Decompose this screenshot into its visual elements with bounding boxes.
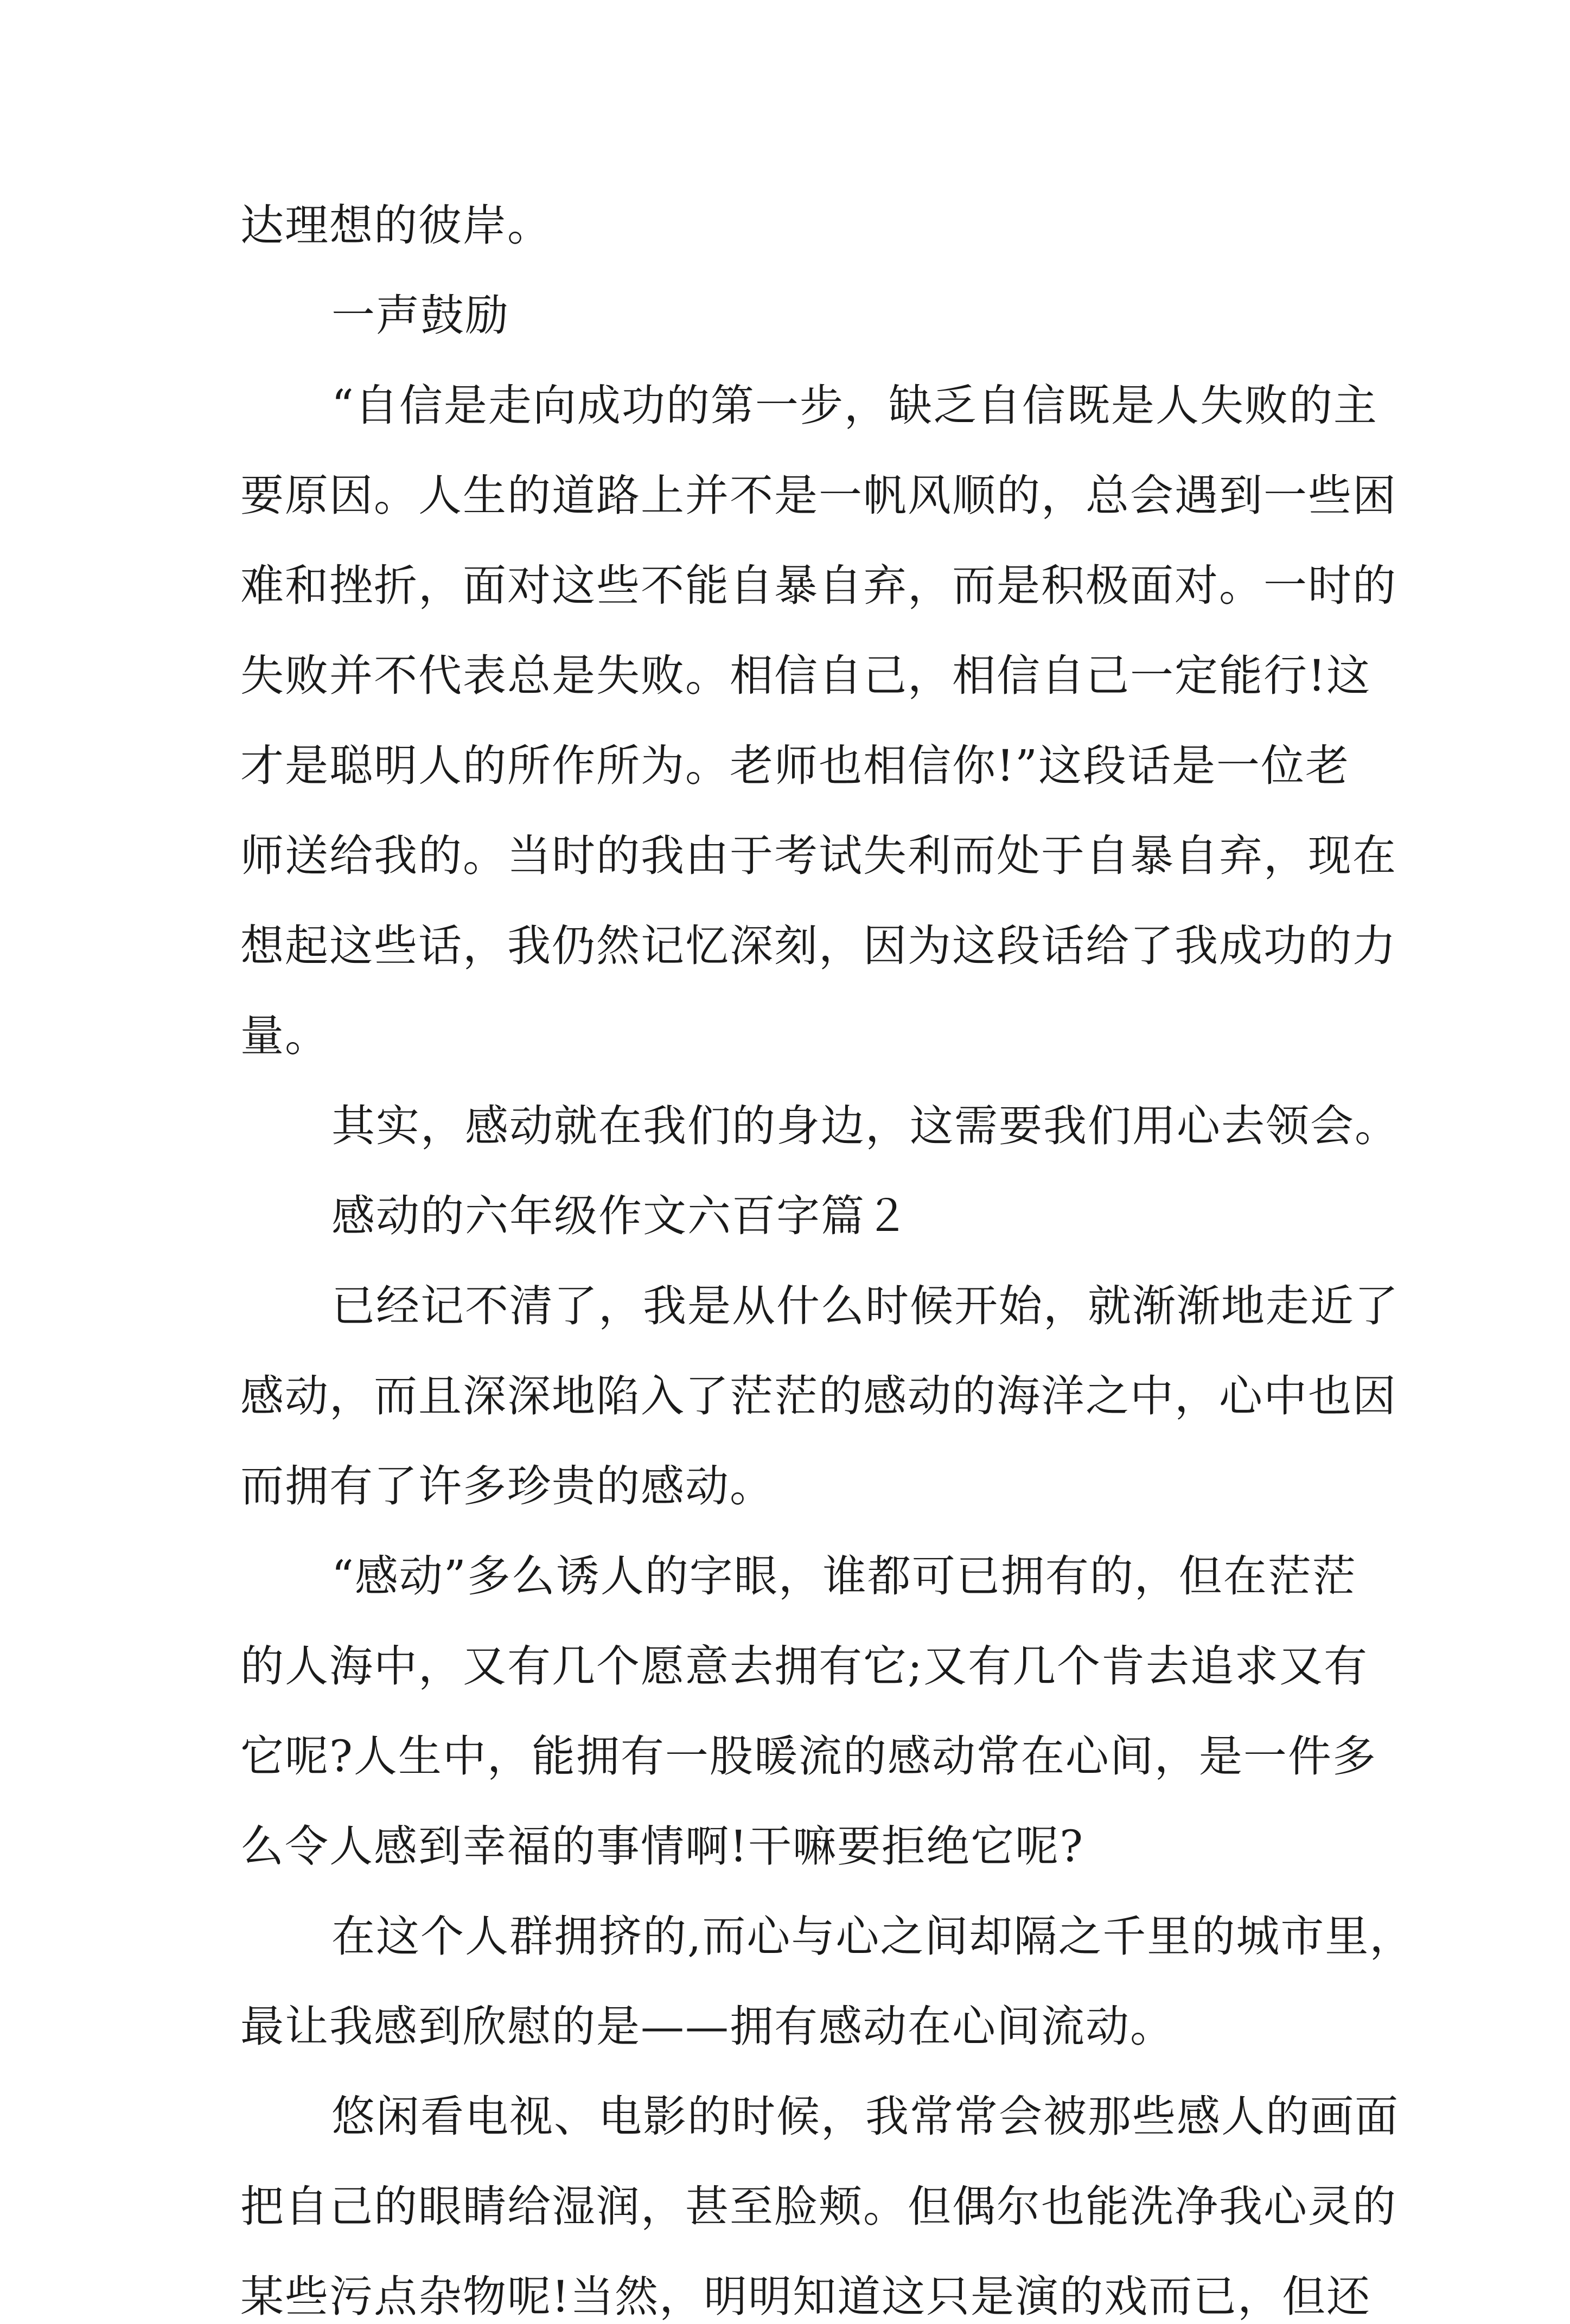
essay-line: 才是聪明人的所作所为。老师也相信你!”这段话是一位老 (240, 740, 1350, 791)
essay-line: 它呢?人生中，能拥有一股暖流的感动常在心间，是一件多 (240, 1731, 1377, 1782)
essay-line: 难和挫折，面对这些不能自暴自弃，而是积极面对。一时的 (240, 560, 1397, 611)
essay-line: 师送给我的。当时的我由于考试失利而处于自暴自弃，现在 (240, 831, 1397, 881)
essay-line: 想起这些话，我仍然记忆深刻，因为这段话给了我成功的力 (240, 921, 1397, 971)
essay-line: 感动，而且深深地陷入了茫茫的感动的海洋之中，心中也因 (240, 1371, 1397, 1421)
essay-line: 而拥有了许多珍贵的感动。 (240, 1461, 774, 1511)
essay-line: 达理想的彼岸。 (240, 200, 552, 251)
essay-line: 某些污点杂物呢!当然，明明知道这只是演的戏而已，但还 (240, 2271, 1371, 2322)
essay-line: “感动”多么诱人的字眼，谁都可已拥有的，但在茫茫 (331, 1551, 1357, 1601)
essay-line: “自信是走向成功的第一步，缺乏自信既是人失败的主 (331, 380, 1378, 431)
essay-line: 已经记不清了，我是从什么时候开始，就渐渐地走近了 (331, 1281, 1399, 1331)
essay-line: 把自己的眼睛给湿润，甚至脸颊。但偶尔也能洗净我心灵的 (240, 2181, 1397, 2232)
essay-line: 在这个人群拥挤的,而心与心之间却隔之千里的城市里， (331, 1911, 1414, 1962)
essay-line: 最让我感到欣慰的是——拥有感动在心间流动。 (240, 2001, 1175, 2052)
section-heading: 感动的六年级作文六百字篇２ (331, 1191, 910, 1241)
essay-line: 量。 (240, 1011, 329, 1061)
essay-line: 的人海中，又有几个愿意去拥有它;又有几个肯去追求又有 (240, 1641, 1368, 1691)
essay-line: 失败并不代表总是失败。相信自己，相信自己一定能行!这 (240, 650, 1371, 701)
section-heading: 一声鼓励 (331, 290, 509, 341)
essay-line: 么令人感到幸福的事情啊!干嘛要拒绝它呢? (240, 1821, 1084, 1872)
essay-line: 其实，感动就在我们的身边，这需要我们用心去领会。 (331, 1101, 1399, 1151)
essay-line: 要原因。人生的道路上并不是一帆风顺的，总会遇到一些困 (240, 470, 1397, 521)
essay-line: 悠闲看电视、电影的时候，我常常会被那些感人的画面 (331, 2091, 1399, 2142)
